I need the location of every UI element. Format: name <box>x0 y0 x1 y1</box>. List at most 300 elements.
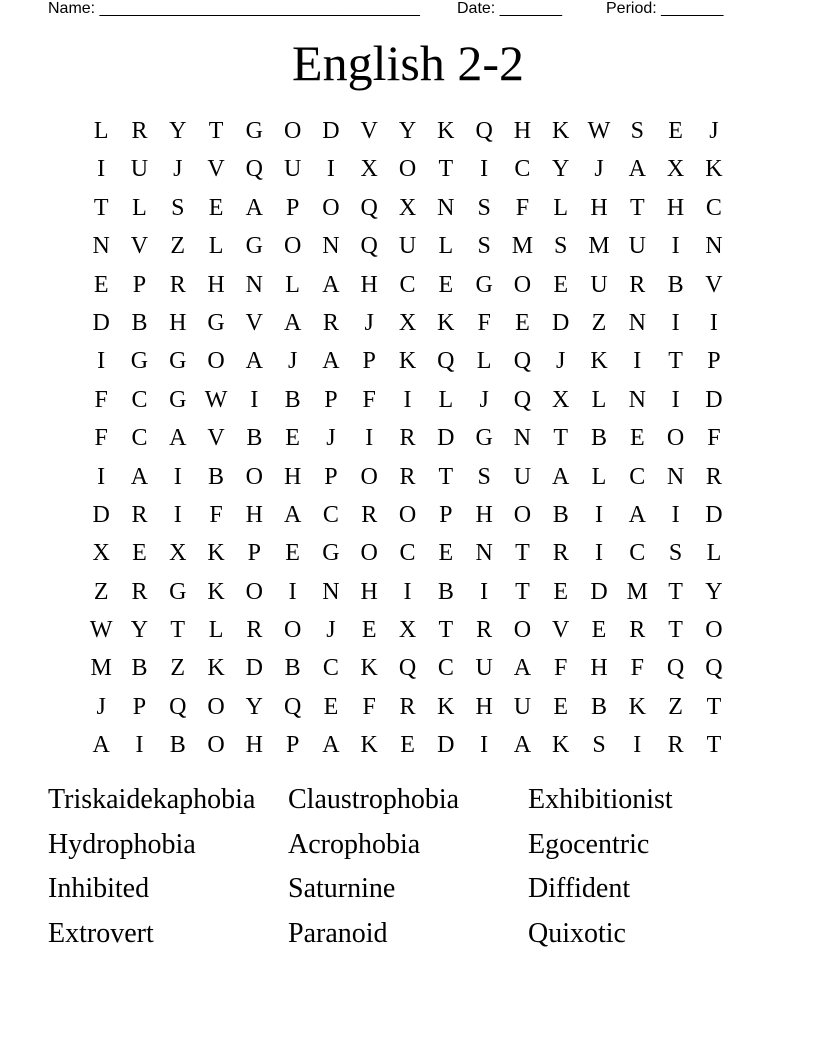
grid-letter: K <box>552 732 570 759</box>
grid-letter: O <box>398 156 417 183</box>
grid-letter: C <box>437 655 454 682</box>
grid-letter: H <box>475 693 493 720</box>
grid-letter: K <box>437 309 455 336</box>
grid-letter: P <box>324 463 338 490</box>
grid-letter: N <box>705 233 723 260</box>
grid-letter: Q <box>360 233 378 260</box>
grid-letter: O <box>283 617 302 644</box>
grid-letter: R <box>399 693 416 720</box>
grid-letter: T <box>208 118 224 144</box>
grid-letter: Q <box>666 655 685 682</box>
grid-letter: A <box>283 501 302 528</box>
grid-letter: O <box>398 501 417 528</box>
grid-letter: Y <box>169 118 187 144</box>
grid-letter: L <box>476 348 492 375</box>
grid-letter: Y <box>245 693 263 720</box>
grid-letter: U <box>590 271 608 298</box>
grid-letter: S <box>477 194 491 221</box>
grid-letter: B <box>284 386 301 413</box>
grid-letter: S <box>171 194 185 221</box>
grid-letter: C <box>629 540 646 567</box>
grid-letter: J <box>96 693 106 720</box>
grid-letter: F <box>707 425 721 452</box>
grid-letter: H <box>475 501 493 528</box>
word-list-item: Diffident <box>528 873 631 905</box>
grid-row <box>82 576 733 614</box>
grid-letter: T <box>438 463 454 490</box>
grid-row <box>82 153 733 191</box>
grid-letter: O <box>513 617 532 644</box>
grid-letter: H <box>513 118 532 144</box>
grid-letter: P <box>247 540 262 567</box>
word-list-row <box>48 782 768 827</box>
grid-letter: O <box>666 425 685 452</box>
grid-letter: U <box>130 156 149 183</box>
grid-letter: J <box>479 386 489 413</box>
grid-letter: C <box>399 540 416 567</box>
grid-letter: N <box>628 386 646 413</box>
grid-letter: Q <box>283 693 302 720</box>
word-list-row <box>48 871 768 916</box>
grid-letter: H <box>590 655 608 682</box>
grid-letter: D <box>92 309 110 336</box>
grid-letter: O <box>245 463 263 490</box>
grid-letter: L <box>208 617 224 644</box>
grid-letter: X <box>92 540 110 567</box>
grid-letter: E <box>438 271 454 298</box>
grid-letter: I <box>671 233 680 260</box>
grid-letter: Y <box>552 156 570 183</box>
grid-letter: K <box>207 655 225 682</box>
grid-letter: U <box>628 233 646 260</box>
grid-letter: C <box>705 194 722 221</box>
grid-letter: O <box>207 732 225 759</box>
grid-letter: A <box>245 194 263 221</box>
grid-letter: T <box>93 194 109 221</box>
grid-letter: N <box>245 271 263 298</box>
grid-letter: G <box>322 540 340 567</box>
grid-letter: E <box>438 540 454 567</box>
grid-letter: K <box>207 578 225 605</box>
grid-letter: O <box>360 540 378 567</box>
grid-letter: E <box>323 693 339 720</box>
grid-letter: H <box>360 271 378 298</box>
grid-letter: C <box>629 463 646 490</box>
grid-letter: L <box>438 233 454 260</box>
grid-letter: R <box>629 271 646 298</box>
grid-letter: F <box>477 309 491 336</box>
grid-letter: H <box>169 309 187 336</box>
grid-letter: M <box>511 233 534 260</box>
grid-letter: P <box>132 693 147 720</box>
grid-letter: A <box>130 463 149 490</box>
grid-letter: B <box>169 732 186 759</box>
grid-letter: O <box>513 271 532 298</box>
grid-row <box>82 230 733 268</box>
grid-letter: E <box>400 732 415 759</box>
grid-letter: L <box>706 540 722 567</box>
grid-letter: R <box>667 732 684 759</box>
grid-letter: Z <box>668 693 683 720</box>
page-title: English 2-2 <box>292 35 524 91</box>
grid-letter: I <box>633 732 642 759</box>
grid-letter: D <box>590 578 608 605</box>
grid-letter: O <box>283 118 302 144</box>
grid-letter: K <box>207 540 225 567</box>
grid-letter: J <box>173 156 183 183</box>
grid-letter: B <box>246 425 263 452</box>
grid-letter: E <box>208 194 224 221</box>
grid-letter: W <box>204 386 228 413</box>
grid-letter: P <box>132 271 147 298</box>
grid-letter: D <box>437 425 455 452</box>
grid-letter: Z <box>170 233 186 260</box>
grid-letter: Z <box>170 655 186 682</box>
word-list-item: Saturnine <box>288 873 396 905</box>
word-list-item: Paranoid <box>288 918 388 950</box>
grid-letter: Q <box>245 156 263 183</box>
grid-letter: Z <box>591 309 607 336</box>
grid-letter: D <box>705 501 723 528</box>
grid-letter: A <box>628 501 646 528</box>
grid-letter: T <box>706 693 722 720</box>
grid-row <box>82 537 733 575</box>
grid-letter: N <box>322 578 340 605</box>
grid-letter: G <box>207 309 225 336</box>
grid-letter: K <box>360 655 378 682</box>
grid-letter: I <box>288 578 297 605</box>
grid-letter: L <box>93 118 109 144</box>
name-field-label: Name: ____________________________________ <box>48 0 420 17</box>
grid-letter: K <box>590 348 608 375</box>
grid-letter: X <box>169 540 187 567</box>
period-field-label: Period: _______ <box>606 0 724 17</box>
date-field-label: Date: _______ <box>457 0 562 17</box>
grid-letter: C <box>131 425 148 452</box>
grid-letter: E <box>668 118 683 144</box>
grid-letter: I <box>671 309 680 336</box>
grid-letter: F <box>630 655 644 682</box>
grid-letter: M <box>588 233 610 260</box>
grid-letter: I <box>595 540 603 567</box>
grid-letter: C <box>131 386 148 413</box>
grid-letter: I <box>709 309 718 336</box>
grid-letter: L <box>285 271 300 298</box>
grid-letter: G <box>245 233 263 260</box>
grid-letter: D <box>437 732 455 759</box>
grid-letter: D <box>245 655 263 682</box>
grid-letter: N <box>475 540 493 567</box>
grid-letter: A <box>322 732 340 759</box>
grid-letter: S <box>477 463 491 490</box>
grid-letter: H <box>360 578 378 605</box>
grid-letter: I <box>365 425 374 452</box>
grid-letter: V <box>130 233 149 260</box>
grid-letter: S <box>554 233 568 260</box>
grid-letter: I <box>480 732 489 759</box>
grid-letter: X <box>398 309 417 336</box>
grid-row <box>82 729 733 767</box>
grid-letter: J <box>556 348 566 375</box>
grid-letter: C <box>514 156 531 183</box>
grid-letter: O <box>322 194 340 221</box>
grid-letter: P <box>324 386 338 413</box>
grid-row <box>82 307 733 345</box>
word-list-item: Extrovert <box>48 918 154 950</box>
grid-letter: P <box>285 732 300 759</box>
grid-letter: J <box>364 309 374 336</box>
grid-letter: Q <box>398 655 417 682</box>
grid-letter: R <box>131 578 148 605</box>
grid-letter: Q <box>513 348 532 375</box>
grid-letter: U <box>398 233 417 260</box>
word-list-item: Claustrophobia <box>288 784 460 815</box>
grid-letter: O <box>705 617 723 644</box>
grid-letter: A <box>513 655 532 682</box>
grid-letter: T <box>170 617 186 644</box>
word-list-item: Triskaidekaphobia <box>48 784 256 815</box>
grid-letter: X <box>398 617 417 644</box>
grid-letter: N <box>513 425 532 452</box>
grid-letter: O <box>283 233 302 260</box>
grid-letter: R <box>131 118 148 144</box>
grid-letter: G <box>130 348 149 375</box>
grid-letter: S <box>630 118 644 144</box>
grid-row <box>82 384 733 422</box>
grid-letter: F <box>94 425 108 452</box>
grid-letter: B <box>284 655 301 682</box>
grid-row <box>82 192 733 230</box>
grid-letter: E <box>285 540 300 567</box>
grid-letter: B <box>667 271 684 298</box>
grid-letter: J <box>326 425 336 452</box>
grid-letter: I <box>250 386 259 413</box>
grid-letter: I <box>671 386 680 413</box>
grid-letter: N <box>437 194 455 221</box>
grid-letter: E <box>629 425 645 452</box>
grid-letter: I <box>403 578 412 605</box>
grid-letter: D <box>552 309 570 336</box>
grid-letter: U <box>513 693 532 720</box>
grid-letter: T <box>553 425 569 452</box>
grid-row <box>82 269 733 307</box>
grid-letter: V <box>245 309 263 336</box>
grid-letter: K <box>705 156 723 183</box>
grid-letter: X <box>552 386 570 413</box>
grid-letter: T <box>629 194 645 221</box>
grid-letter: G <box>475 425 493 452</box>
grid-letter: V <box>207 425 225 452</box>
grid-letter: R <box>705 463 722 490</box>
grid-letter: N <box>322 233 340 260</box>
grid-letter: R <box>131 501 148 528</box>
grid-letter: T <box>438 156 454 183</box>
grid-row <box>82 691 733 729</box>
grid-letter: O <box>360 463 378 490</box>
grid-letter: F <box>362 386 376 413</box>
grid-letter: H <box>590 194 608 221</box>
grid-letter: B <box>131 655 148 682</box>
grid-letter: H <box>666 194 685 221</box>
grid-letter: W <box>587 118 611 144</box>
grid-letter: E <box>553 271 569 298</box>
grid-letter: I <box>97 348 106 375</box>
grid-letter: F <box>554 655 568 682</box>
grid-letter: A <box>283 309 302 336</box>
grid-letter: I <box>403 386 412 413</box>
grid-letter: V <box>552 617 570 644</box>
grid-letter: H <box>283 463 302 490</box>
grid-letter: C <box>322 655 339 682</box>
grid-letter: A <box>245 348 263 375</box>
grid-letter: D <box>322 118 340 144</box>
grid-letter: R <box>476 617 493 644</box>
grid-letter: Y <box>398 118 417 144</box>
grid-letter: I <box>480 578 489 605</box>
grid-letter: K <box>628 693 646 720</box>
grid-letter: Y <box>705 578 723 605</box>
grid-letter: Z <box>93 578 109 605</box>
grid-letter: X <box>666 156 685 183</box>
grid-letter: P <box>439 501 453 528</box>
grid-row <box>82 652 733 690</box>
word-search-grid <box>82 115 733 768</box>
word-list-row <box>48 916 768 961</box>
grid-letter: O <box>245 578 263 605</box>
grid-letter: E <box>553 578 569 605</box>
grid-row <box>82 345 733 383</box>
grid-letter: D <box>705 386 723 413</box>
grid-letter: G <box>475 271 493 298</box>
grid-letter: T <box>706 732 722 759</box>
grid-letter: G <box>169 578 187 605</box>
grid-letter: P <box>707 348 721 375</box>
grid-letter: M <box>626 578 648 605</box>
grid-letter: K <box>437 118 455 144</box>
grid-letter: Q <box>705 655 723 682</box>
grid-letter: I <box>173 501 182 528</box>
grid-letter: W <box>89 617 113 644</box>
grid-letter: I <box>97 463 106 490</box>
grid-letter: L <box>208 233 224 260</box>
grid-letter: R <box>552 540 569 567</box>
grid-letter: A <box>513 732 532 759</box>
grid-letter: H <box>245 732 263 759</box>
grid-letter: Y <box>130 617 149 644</box>
word-list-item: Inhibited <box>48 873 150 905</box>
grid-row <box>82 115 733 153</box>
grid-letter: U <box>475 655 493 682</box>
word-list-item: Hydrophobia <box>48 828 196 860</box>
grid-letter: I <box>595 501 603 528</box>
grid-letter: V <box>360 118 378 144</box>
grid-letter: T <box>515 540 530 567</box>
grid-letter: C <box>399 271 416 298</box>
grid-letter: F <box>362 693 376 720</box>
grid-row <box>82 614 733 652</box>
grid-letter: F <box>209 501 223 528</box>
grid-letter: T <box>668 348 683 375</box>
grid-letter: E <box>591 617 607 644</box>
grid-letter: B <box>591 425 608 452</box>
grid-letter: L <box>591 386 607 413</box>
grid-letter: A <box>92 732 110 759</box>
grid-letter: L <box>591 463 607 490</box>
word-list <box>48 782 768 961</box>
grid-letter: U <box>513 463 532 490</box>
grid-letter: A <box>322 348 340 375</box>
grid-letter: J <box>594 156 604 183</box>
grid-letter: C <box>322 501 339 528</box>
grid-letter: E <box>93 271 109 298</box>
grid-letter: R <box>361 501 378 528</box>
grid-letter: I <box>671 501 680 528</box>
grid-letter: P <box>362 348 376 375</box>
grid-letter: R <box>629 617 646 644</box>
grid-letter: E <box>515 309 530 336</box>
grid-letter: K <box>360 732 378 759</box>
grid-letter: S <box>477 233 491 260</box>
grid-row <box>82 461 733 499</box>
grid-letter: O <box>207 348 225 375</box>
grid-letter: I <box>97 156 106 183</box>
grid-letter: N <box>92 233 110 260</box>
grid-row <box>82 499 733 537</box>
grid-letter: E <box>553 693 569 720</box>
grid-letter: N <box>628 309 646 336</box>
grid-letter: E <box>132 540 147 567</box>
grid-letter: B <box>131 309 148 336</box>
grid-letter: T <box>668 578 683 605</box>
grid-letter: O <box>513 501 532 528</box>
worksheet-header <box>48 0 748 20</box>
grid-letter: I <box>135 732 144 759</box>
grid-letter: J <box>326 617 336 644</box>
grid-letter: I <box>173 463 182 490</box>
grid-letter: Q <box>360 194 378 221</box>
grid-letter: K <box>398 348 417 375</box>
word-list-row <box>48 827 768 872</box>
grid-letter: A <box>169 425 187 452</box>
grid-letter: X <box>398 194 417 221</box>
grid-letter: B <box>437 578 454 605</box>
grid-letter: X <box>360 156 378 183</box>
grid-letter: O <box>207 693 225 720</box>
grid-letter: M <box>90 655 112 682</box>
grid-letter: I <box>480 156 489 183</box>
grid-letter: B <box>208 463 225 490</box>
grid-letter: B <box>552 501 569 528</box>
grid-letter: U <box>283 156 302 183</box>
grid-letter: J <box>709 118 719 144</box>
grid-letter: P <box>285 194 300 221</box>
grid-letter: R <box>399 425 416 452</box>
grid-letter: E <box>361 617 377 644</box>
grid-letter: A <box>628 156 646 183</box>
grid-letter: D <box>92 501 110 528</box>
grid-letter: N <box>666 463 685 490</box>
grid-letter: V <box>207 156 225 183</box>
grid-letter: L <box>553 194 569 221</box>
grid-letter: G <box>245 118 263 144</box>
grid-letter: V <box>705 271 723 298</box>
word-list-item: Egocentric <box>528 828 650 860</box>
grid-letter: K <box>437 693 455 720</box>
grid-letter: I <box>326 156 335 183</box>
grid-letter: S <box>592 732 606 759</box>
grid-letter: Q <box>169 693 187 720</box>
grid-letter: K <box>552 118 570 144</box>
